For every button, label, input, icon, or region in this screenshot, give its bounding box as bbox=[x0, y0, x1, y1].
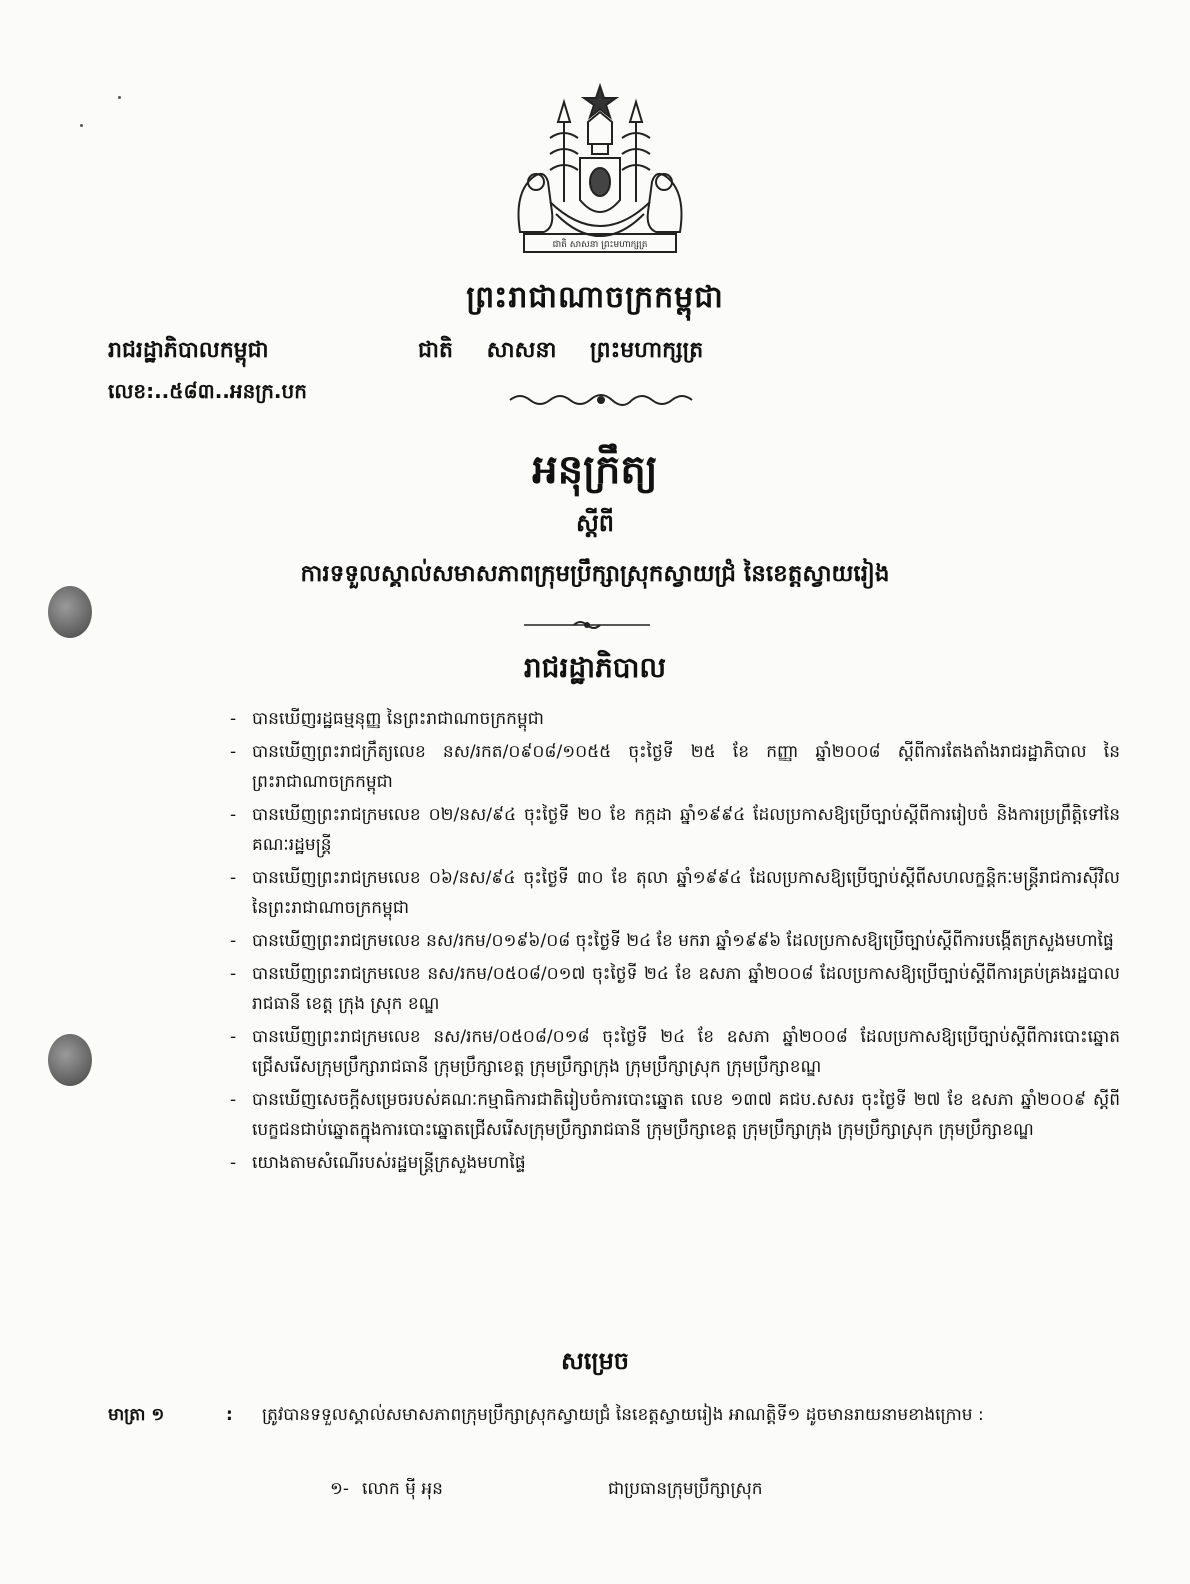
recital-item: - បានឃើញសេចក្តីសម្រេចរបស់គណៈកម្មាធិការជាតិរៀបចំការបោះឆ្នោត លេខ ១៣៧ គជប.សសរ ចុះថ្ងៃទី ២៧ ខែ ឧសភា ឆ្នាំ២០០៩ ស្តីពីបេក្ខជនជាប់ឆ្នោតក្នុងការបោះឆ្នោតជ្រើសរើសក្រុមប្រឹក្សារាជធានី ក្រុមប្រឹក្សាខេត្ត ក្រុមប្រឹក្សាក្រុង ក្រុមប្រឹក្សាស្រុក ក្រុមប្រឹក្សាខណ្ឌ bbox=[230, 1090, 1120, 1140]
decree-subject: ការទទួលស្គាល់សមាសភាពក្រុមប្រឹក្សាស្រុកស្វាយជ្រំ នៃខេត្តស្វាយរៀង bbox=[300, 561, 890, 587]
recital-text: បានឃើញព្រះរាជក្រមលេខ នស/រកម/០៥០៨/០១៧ ចុះថ្ងៃទី ២៤ ខែ ឧសភា ឆ្នាំ២០០៨ ដែលប្រកាសឱ្យប្រើច្បាប់ស្តីពីការគ្រប់គ្រងរដ្ឋបាលរាជធានី ខេត្ត ក្រុង ស្រុក ខណ្ឌ bbox=[252, 964, 1120, 1014]
recital-text: បានឃើញព្រះរាជក្រមលេខ ០២/នស/៩៤ ចុះថ្ងៃទី ២០ ខែ កក្កដា ឆ្នាំ១៩៩៤ ដែលប្រកាសឱ្យប្រើច្បាប់ស្តីពីការរៀបចំ និងការប្រព្រឹត្តិទៅនៃគណៈរដ្ឋមន្ត្រី bbox=[252, 805, 1120, 855]
recital-item: - បានឃើញរដ្ឋធម្មនុញ្ញ នៃព្រះរាជាណាចក្រកម្ពុជា bbox=[230, 709, 544, 729]
decision-heading: សម្រេច bbox=[560, 1347, 630, 1375]
member-name: លោក ម៉ី អុន bbox=[362, 1479, 443, 1499]
article-text: ត្រូវបានទទួលស្គាល់សមាសភាពក្រុមប្រឹក្សាស្រុកស្វាយជ្រំ នៃខេត្តស្វាយរៀង អាណត្តិទី១ ដូចមានរាយនាមខាងក្រោម : bbox=[262, 1405, 984, 1425]
recital-text: បានឃើញសេចក្តីសម្រេចរបស់គណៈកម្មាធិការជាតិរៀបចំការបោះឆ្នោត លេខ ១៣៧ គជប.សសរ ចុះថ្ងៃទី ២៧ ខែ ឧសភា ឆ្នាំ២០០៩ ស្តីពីបេក្ខជនជាប់ឆ្នោតក្នុងការបោះឆ្នោតជ្រើសរើសក្រុមប្រឹក្សារាជធានី ក្រុមប្រឹក្សាខេត្ត ក្រុមប្រឹក្សាក្រុង ក្រុមប្រឹក្សាស្រុក ក្រុមប្រឹក្សាខណ្ឌ bbox=[252, 1090, 1120, 1140]
scan-speck bbox=[80, 124, 83, 127]
document-number: លេខ:..៥៨៣..អនក្រ.បក bbox=[108, 379, 307, 403]
recital-text: យោងតាមសំណើរបស់រដ្ឋមន្ត្រីក្រសួងមហាផ្ទៃ bbox=[252, 1153, 526, 1173]
emblem-ribbon-text: ជាតិ សាសនា ព្រះមហាក្សត្រ bbox=[552, 240, 648, 250]
article-label: មាត្រា ១ bbox=[108, 1405, 165, 1425]
decree-about: ស្តីពី bbox=[575, 509, 615, 537]
decree-title: អនុក្រឹត្យ bbox=[532, 447, 658, 493]
recital-item: - បានឃើញព្រះរាជក្រមលេខ នស/រកម/០១៩៦/០៨ ចុះថ្ងៃទី ២៤ ខែ មករា ឆ្នាំ១៩៩៦ ដែលប្រកាសឱ្យប្រើច្បាប់ស្តីពីការបង្កើតក្រសួងមហាផ្ទៃ bbox=[230, 931, 1114, 951]
government-name: រាជរដ្ឋាភិបាលកម្ពុជា bbox=[108, 338, 269, 363]
recital-item: - បានឃើញព្រះរាជក្រឹត្យលេខ នស/រកត/០៩០៨/១០៥៥ ចុះថ្ងៃទី ២៥ ខែ កញ្ញា ឆ្នាំ២០០៨ ស្តីពីការតែងតាំងរាជរដ្ឋាភិបាល នៃព្រះរាជាណាចក្រកម្ពុជា bbox=[230, 742, 1120, 792]
recital-item: - បានឃើញព្រះរាជក្រមលេខ នស/រកម/០៥០៨/០១៧ ចុះថ្ងៃទី ២៤ ខែ ឧសភា ឆ្នាំ២០០៨ ដែលប្រកាសឱ្យប្រើច្បាប់ស្តីពីការគ្រប់គ្រងរដ្ឋបាលរាជធានី ខេត្ត ក្រុង ស្រុក ខណ្ឌ bbox=[230, 964, 1120, 1014]
royal-coat-of-arms-icon bbox=[500, 82, 700, 262]
recital-text: បានឃើញព្រះរាជក្រមលេខ នស/រកម/០១៩៦/០៨ ចុះថ្ងៃទី ២៤ ខែ មករា ឆ្នាំ១៩៩៦ ដែលប្រកាសឱ្យប្រើច្បាប់ស្តីពីការបង្កើតក្រសួងមហាផ្ទៃ bbox=[252, 931, 1114, 951]
recital-item: - យោងតាមសំណើរបស់រដ្ឋមន្ត្រីក្រសួងមហាផ្ទៃ bbox=[230, 1153, 526, 1173]
member-role: ជាប្រធានក្រុមប្រឹក្សាស្រុក bbox=[608, 1479, 763, 1499]
recital-item: - បានឃើញព្រះរាជក្រមលេខ នស/រកម/០៥០៨/០១៨ ចុះថ្ងៃទី ២៤ ខែ ឧសភា ឆ្នាំ២០០៨ ដែលប្រកាសឱ្យប្រើច្បាប់ស្តីពីការបោះឆ្នោតជ្រើសរើសក្រុមប្រឹក្សារាជធានី ក្រុមប្រឹក្សាខេត្ត ក្រុមប្រឹក្សាក្រុង ក្រុមប្រឹក្សាស្រុក ក្រុមប្រឹក្សាខណ្ឌ bbox=[230, 1027, 1120, 1077]
issuer-heading: រាជរដ្ឋាភិបាល bbox=[523, 651, 667, 684]
kingdom-title: ព្រះរាជាណាចក្រកម្ពុជា bbox=[466, 280, 724, 315]
article-1 bbox=[108, 1398, 1120, 1432]
recital-text: បានឃើញព្រះរាជក្រមលេខ នស/រកម/០៥០៨/០១៨ ចុះថ្ងៃទី ២៤ ខែ ឧសភា ឆ្នាំ២០០៨ ដែលប្រកាសឱ្យប្រើច្បាប់ស្តីពីការបោះឆ្នោតជ្រើសរើសក្រុមប្រឹក្សារាជធានី ក្រុមប្រឹក្សាខេត្ត ក្រុមប្រឹក្សាក្រុង ក្រុមប្រឹក្សាស្រុក ក្រុមប្រឹក្សាខណ្ឌ bbox=[252, 1027, 1120, 1077]
recital-text: បានឃើញរដ្ឋធម្មនុញ្ញ នៃព្រះរាជាណាចក្រកម្ពុជា bbox=[252, 709, 544, 729]
punch-hole-top bbox=[48, 586, 92, 638]
recital-list bbox=[230, 704, 1120, 1181]
recital-item: - បានឃើញព្រះរាជក្រមលេខ ០២/នស/៩៤ ចុះថ្ងៃទី ២០ ខែ កក្កដា ឆ្នាំ១៩៩៤ ដែលប្រកាសឱ្យប្រើច្បាប់ស្តីពីការរៀបចំ និងការប្រព្រឹត្តិទៅនៃគណៈរដ្ឋមន្ត្រី bbox=[230, 805, 1120, 855]
ornament-divider bbox=[508, 390, 694, 410]
member-number: ១- bbox=[330, 1479, 350, 1499]
article-colon: : bbox=[226, 1405, 233, 1425]
punch-hole-bottom bbox=[48, 1034, 92, 1086]
recital-text: បានឃើញព្រះរាជក្រមលេខ ០៦/នស/៩៤ ចុះថ្ងៃទី ៣០ ខែ តុលា ឆ្នាំ១៩៩៤ ដែលប្រកាសឱ្យប្រើច្បាប់ស្តីពីសហលក្ខន្តិកៈមន្ត្រីរាជការស៊ីវិល នៃព្រះរាជាណាចក្រកម្ពុជា bbox=[252, 868, 1120, 918]
scan-speck bbox=[118, 96, 121, 99]
recital-item: - បានឃើញព្រះរាជក្រមលេខ ០៦/នស/៩៤ ចុះថ្ងៃទី ៣០ ខែ តុលា ឆ្នាំ១៩៩៤ ដែលប្រកាសឱ្យប្រើច្បាប់ស្តីពីសហលក្ខន្តិកៈមន្ត្រីរាជការស៊ីវិល នៃព្រះរាជាណាចក្រកម្ពុជា bbox=[230, 868, 1120, 918]
national-motto: ជាតិ សាសនា ព្រះមហាក្សត្រ bbox=[418, 338, 704, 363]
small-ornament-divider bbox=[522, 618, 652, 632]
recital-text: បានឃើញព្រះរាជក្រឹត្យលេខ នស/រកត/០៩០៨/១០៥៥ ចុះថ្ងៃទី ២៥ ខែ កញ្ញា ឆ្នាំ២០០៨ ស្តីពីការតែងតាំងរាជរដ្ឋាភិបាល នៃព្រះរាជាណាចក្រកម្ពុជា bbox=[252, 742, 1120, 792]
